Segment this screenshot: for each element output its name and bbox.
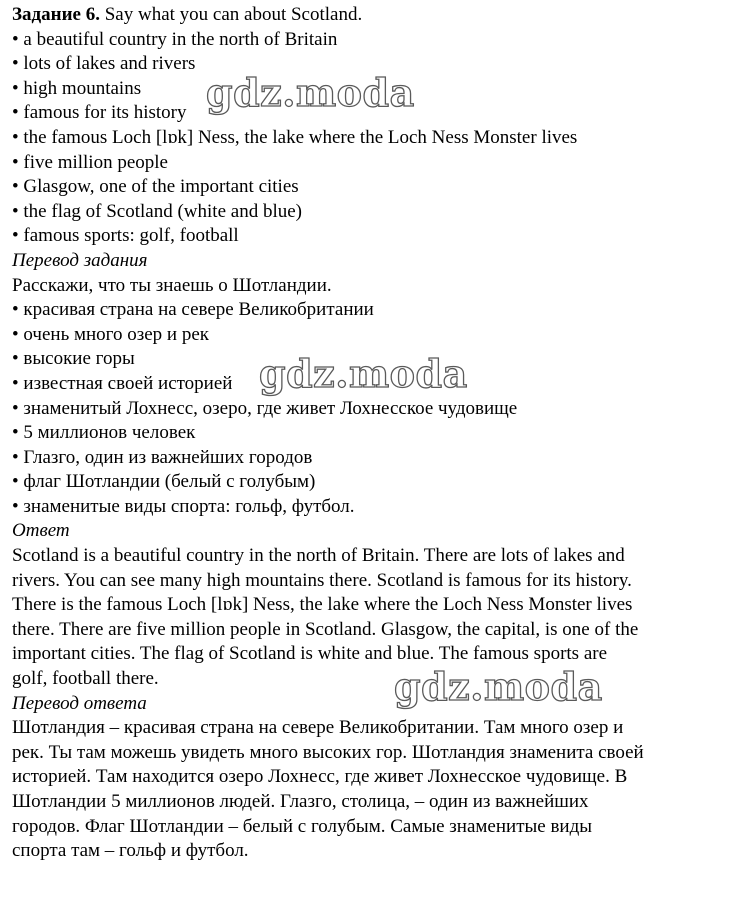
list-item: • знаменитый Лохнесс, озеро, где живет Лохнесское чудовище [12,397,518,419]
task-points-list [12,28,740,249]
list-item: • famous for its history [12,102,187,124]
list-item: • высокие горы [12,348,135,370]
list-item: • the flag of Scotland (white and blue) [12,200,302,222]
translation-intro: Расскажи, что ты знаешь о Шотландии. [12,274,332,296]
translation-heading: Перевод задания [12,249,148,271]
list-item: • Glasgow, one of the important cities [12,176,299,198]
answer-translation-line: Шотландии 5 миллионов людей. Глазго, столица, – один из важнейших [12,791,589,812]
list-item: • lots of lakes and rivers [12,53,196,75]
task-header [12,3,740,28]
task-prompt: Say what you can about Scotland. [104,4,363,25]
answer-line: golf, football there. [12,668,159,690]
answer-translation-line: спорта там – гольф и футбол. [12,840,249,862]
answer-translation-heading: Перевод ответа [12,692,147,714]
answer-translation-line: городов. Флаг Шотландии – белый с голубым. Самые знаменитые виды [12,815,593,837]
list-item: • известная своей историей [12,372,233,394]
list-item: • знаменитые виды спорта: гольф, футбол. [12,495,355,517]
list-item: • очень много озер и рек [12,323,210,345]
document-page [12,3,740,864]
answer-line: rivers. You can see many high mountains there. Scotland is famous for its history. [12,569,632,591]
list-item: • high mountains [12,77,142,99]
list-item: • красивая страна на севере Великобритании [12,299,374,321]
list-item: • famous sports: golf, football [12,225,239,247]
task-number: Задание 6. [12,4,100,25]
answer-paragraph [12,544,740,692]
answer-line: important cities. The flag of Scotland is white and blue. The famous sports are [12,643,608,665]
list-item: • the famous Loch [lɒk] Ness, the lake where the Loch Ness Monster lives [12,126,578,148]
list-item: • Глазго, один из важнейших городов [12,446,313,468]
watermark: gdz.moda [394,664,603,709]
answer-heading: Ответ [12,520,70,542]
answer-translation-line: историей. Там находится озеро Лохнесс, где живет Лохнесское чудовище. В [12,766,628,788]
list-item: • флаг Шотландии (белый с голубым) [12,471,316,493]
watermark: gdz.moda [206,70,415,115]
answer-translation-paragraph [12,716,740,864]
translation-points-list [12,298,740,519]
answer-translation-line: рек. Ты там можешь увидеть много высоких гор. Шотландия знаменита своей [12,741,644,763]
list-item: • a beautiful country in the north of Britain [12,28,338,50]
answer-translation-line: Шотландия – красивая страна на севере Великобритании. Там много озер и [12,717,624,739]
watermark: gdz.moda [259,351,468,396]
list-item: • five million people [12,151,168,173]
answer-line: Scotland is a beautiful country in the north of Britain. There are lots of lakes and [12,545,625,567]
list-item: • 5 миллионов человек [12,422,196,444]
answer-line: There is the famous Loch [lɒk] Ness, the lake where the Loch Ness Monster lives [12,594,633,616]
answer-line: there. There are five million people in Scotland. Glasgow, the capital, is one of the [12,618,639,640]
